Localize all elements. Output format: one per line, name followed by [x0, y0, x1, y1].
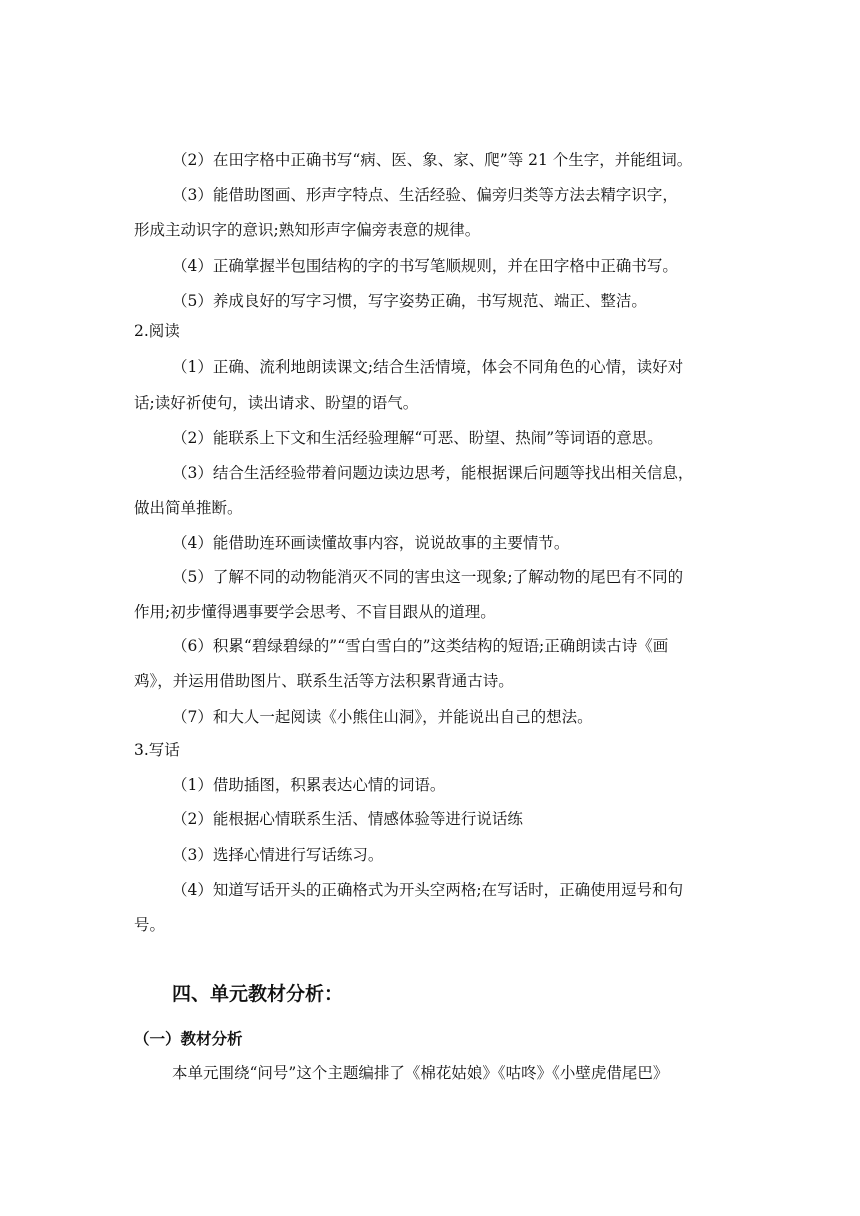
text-line: （6）积累“碧绿碧绿的”“雪白雪白的”这类结构的短语;正确朗读古诗《画 — [172, 637, 669, 655]
text-line: （1）正确、流利地朗读课文;结合生活情境，体会不同角色的心情，读好对 — [172, 358, 684, 376]
text-line: （4）知道写话开头的正确格式为开头空两格;在写话时，正确使用逗号和句 — [172, 881, 684, 899]
text-line: （3）结合生活经验带着问题边读边思考，能根据课后问题等找出相关信息， — [172, 464, 694, 482]
text-line: （4）正确掌握半包围结构的字的书写笔顺规则，并在田字格中正确书写。 — [172, 257, 678, 275]
chapter-heading: 四、单元教材分析： — [172, 983, 344, 1005]
text-line: 鸡》，并运用借助图片、联系生活等方法积累背通古诗。 — [134, 672, 514, 690]
text-line: （2）能根据心情联系生活、情感体验等进行说话练 — [172, 810, 523, 828]
text-line: （1）借助插图，积累表达心情的词语。 — [172, 776, 446, 794]
text-line: （5）养成良好的写字习惯，写字姿势正确，书写规范、端正、整洁。 — [172, 292, 647, 310]
text-line: 作用;初步懂得遇事要学会思考、不盲目跟从的道理。 — [134, 603, 496, 621]
text-line: 形成主动识字的意识;熟知形声字偏旁表意的规律。 — [134, 221, 481, 239]
text-line: 号。 — [134, 916, 166, 934]
subsection-heading: （一）教材分析 — [134, 1030, 243, 1048]
text-line: 本单元围绕“问号”这个主题编排了《棉花姑娘》《咕咚》《小壁虎借尾巴》 — [172, 1064, 669, 1082]
text-line: （3）选择心情进行写话练习。 — [172, 846, 384, 864]
text-line: （2）能联系上下文和生活经验理解“可恶、盼望、热闹”等词语的意思。 — [172, 429, 663, 447]
text-line: 话;读好祈使句，读出请求、盼望的语气。 — [134, 394, 419, 412]
section-heading-writing: 3.写话 — [134, 741, 180, 759]
text-line: （3）能借助图画、形声字特点、生活经验、偏旁归类等方法去精字识字， — [172, 186, 678, 204]
text-line: 做出简单推断。 — [134, 499, 243, 517]
section-heading-reading: 2.阅读 — [134, 322, 180, 340]
text-line: （5）了解不同的动物能消灭不同的害虫这一现象;了解动物的尾巴有不同的 — [172, 568, 684, 586]
text-line: （4）能借助连环画读懂故事内容，说说故事的主要情节。 — [172, 534, 570, 552]
text-line: （7）和大人一起阅读《小熊住山洞》，并能说出自己的想法。 — [172, 708, 593, 726]
text-line: （2）在田字格中正确书写“病、医、象、家、爬”等 21 个生字，并能组词。 — [172, 151, 693, 169]
